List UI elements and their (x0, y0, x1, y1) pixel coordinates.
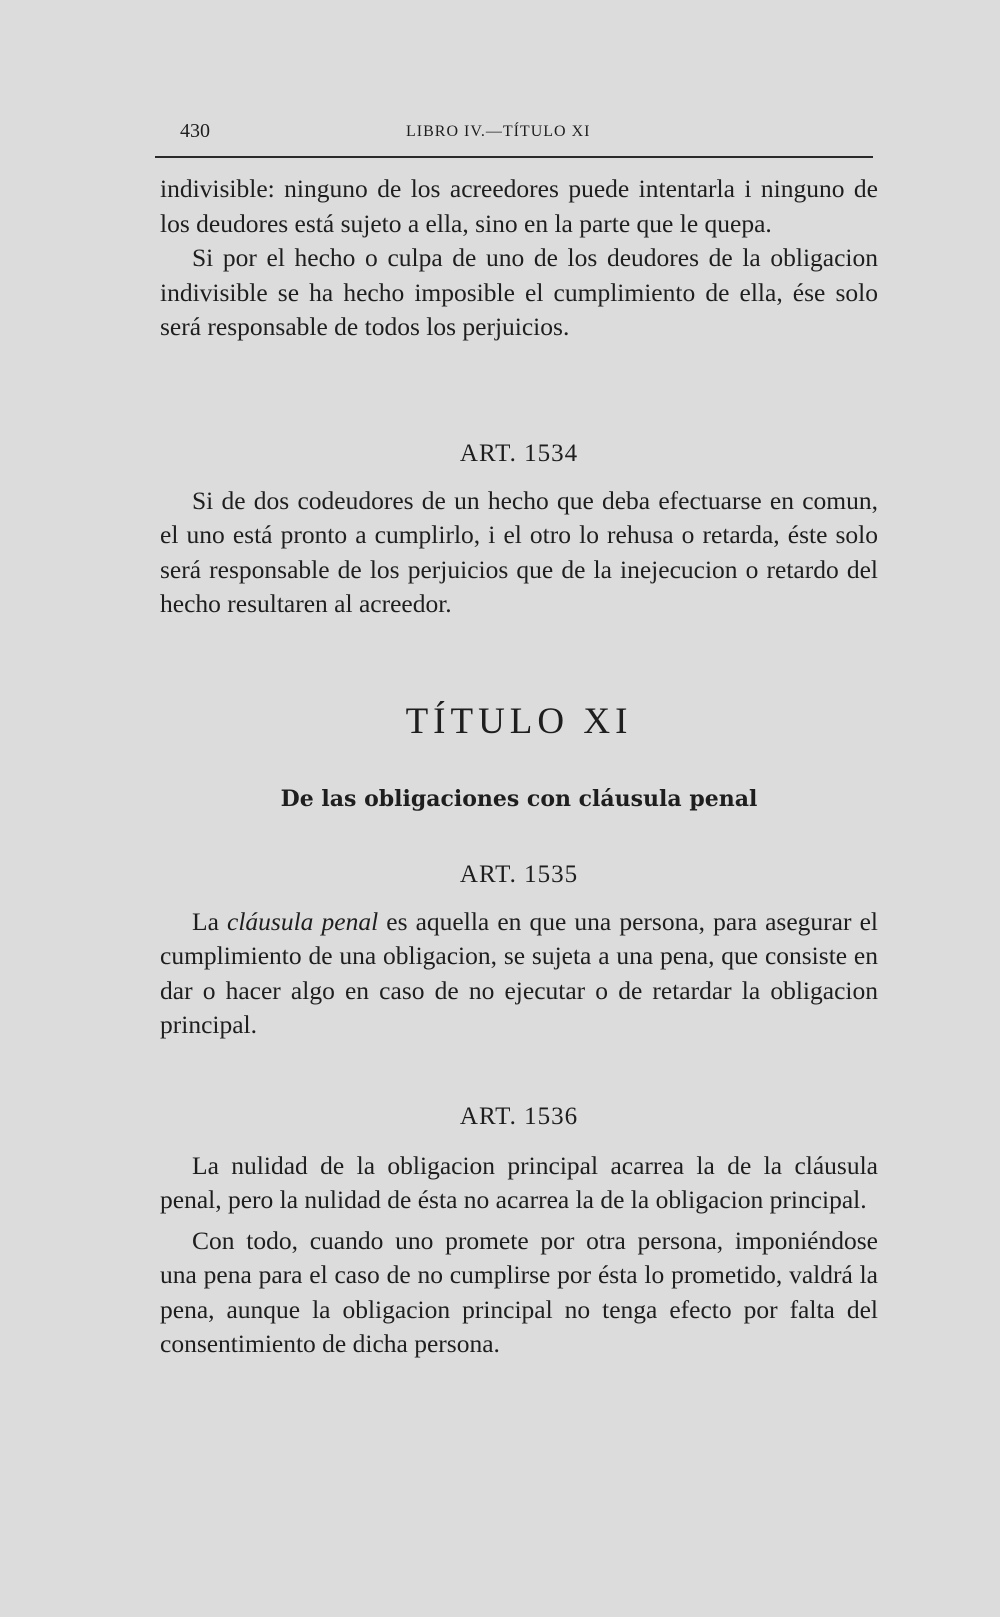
section-title: TÍTULO XI (405, 701, 633, 742)
paragraph: Con todo, cuando uno promete por otra persona, imponiéndose una pena para el caso de no cumplirse por ésta lo prometido, valdrá la pena, aunque la obligacion principal no tenga efecto por falta del consentimiento de dicha persona. (160, 1225, 878, 1358)
page-number: 430 (180, 120, 210, 142)
article-heading: ART. 1535 (459, 861, 579, 888)
paragraph (160, 905, 878, 1043)
header-rule (155, 156, 873, 158)
section-subtitle: De las obligaciones con cláusula penal (280, 786, 758, 812)
paragraph: La nulidad de la obligacion principal acarrea la de la cláusula penal, pero la nulidad de ésta no acarrea la de la obligacion principal. (160, 1150, 878, 1214)
continuation-block (160, 172, 878, 345)
running-head: LIBRO IV.—TÍTULO XI (406, 123, 591, 140)
article-heading: ART. 1534 (459, 440, 579, 467)
paragraph-start: La (192, 906, 227, 936)
article-1535 (160, 858, 878, 1043)
paragraph: Si de dos codeudores de un hecho que deba efectuarse en comun, el uno está pronto a cumplirlo, i el otro lo rehusa o retarda, éste solo será responsable de los perjuicios que de la inejecucion o retardo del hecho resultaren al acreedor. (160, 485, 878, 618)
italic-term: cláusula penal (227, 906, 379, 936)
article-heading: ART. 1536 (459, 1103, 579, 1130)
article-1534 (160, 437, 878, 622)
page-header (166, 118, 870, 148)
paragraph: Si por el hecho o culpa de uno de los deudores de la obligacion indivisible se ha hecho imposible el cumplimiento de ella, ése solo será responsable de todos los perjuicios. (160, 243, 878, 341)
article-1536 (160, 1100, 878, 1362)
paragraph: indivisible: ninguno de los acreedores puede intentarla i ninguno de los deudores está sujeto a ella, sino en la parte que le quepa. (160, 174, 878, 238)
paragraph-rest: es aquella en que una persona, para asegurar el cumplimiento de una obligacion, se sujeta a una pena, que consiste en dar o hacer algo en caso de no ejecutar o de retardar la obligacion principal. (160, 906, 878, 1039)
